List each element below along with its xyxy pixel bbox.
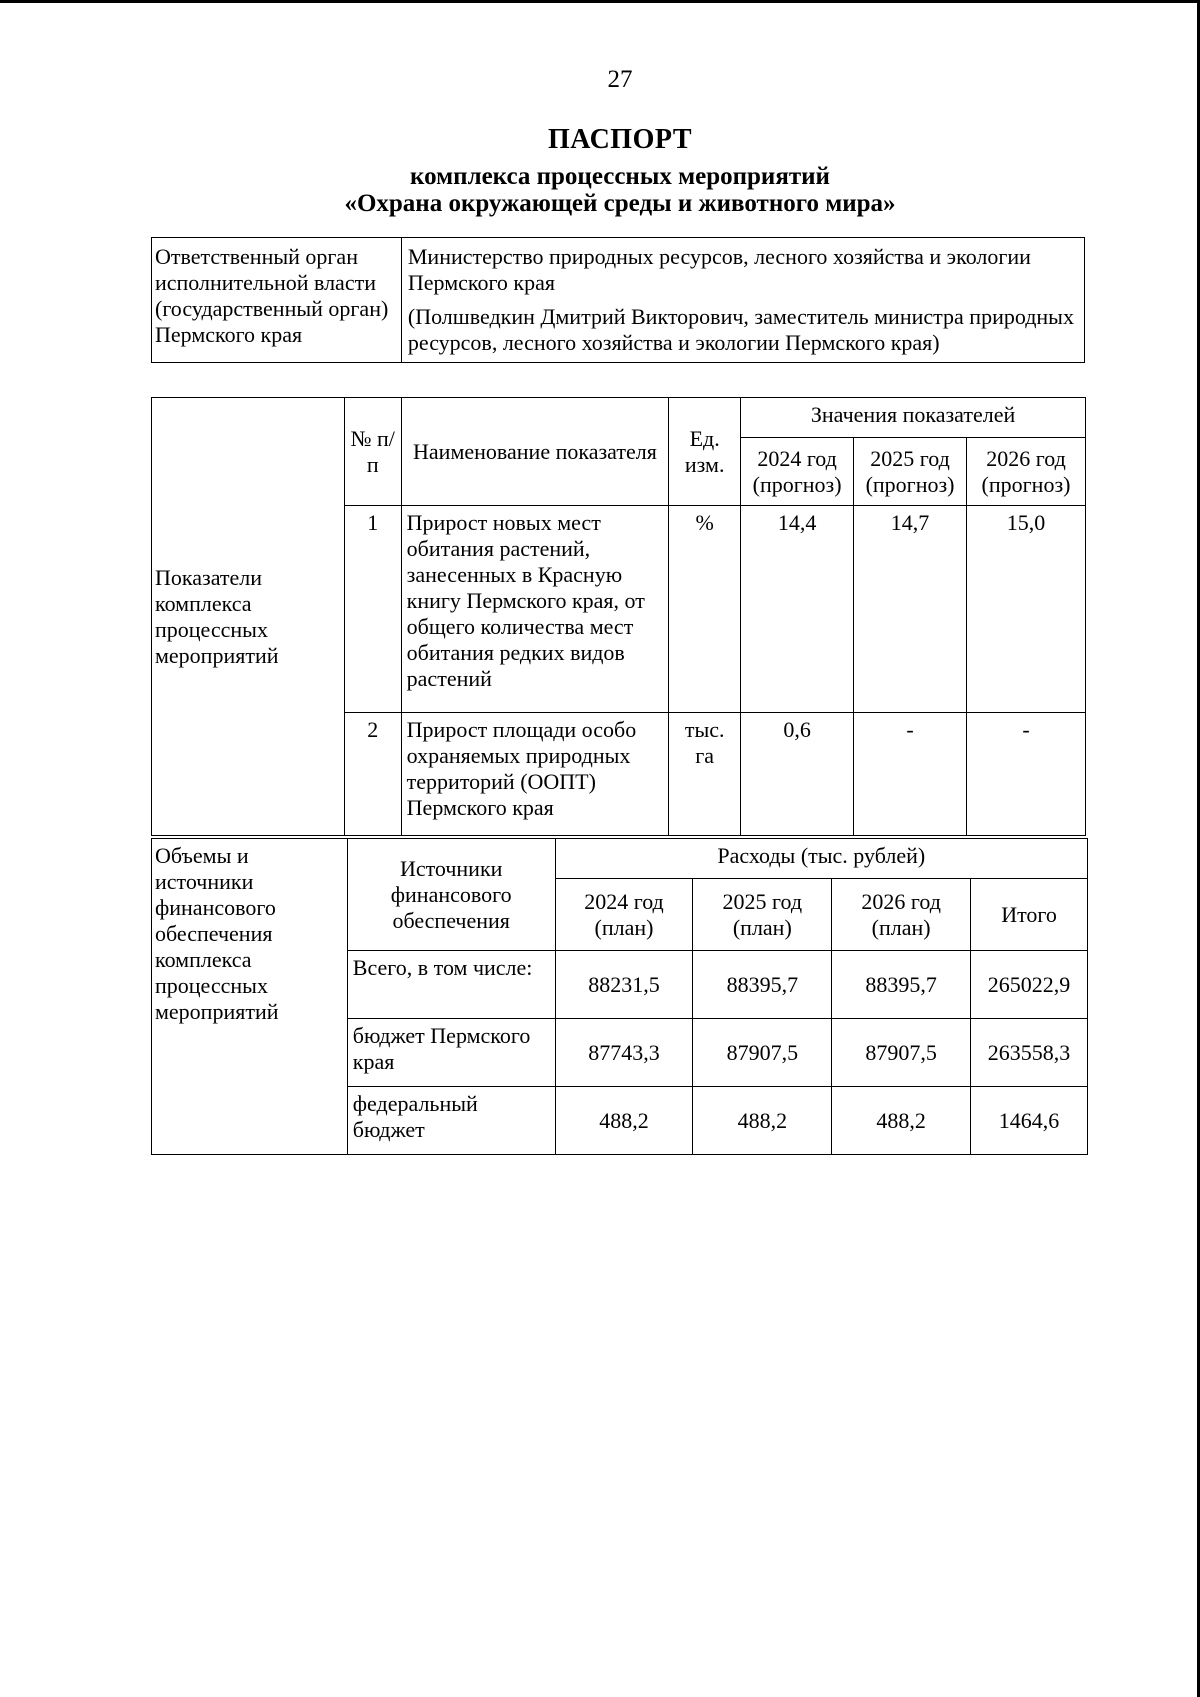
subtitle-line-1: комплекса процессных мероприятий	[410, 163, 830, 190]
financing-label: Объемы и источники финансового обеспечения комплекса процессных мероприятий	[152, 839, 348, 1155]
header-2026-forecast: 2026 год (прогноз)	[967, 438, 1086, 506]
header-2024-plan: 2024 год (план)	[555, 879, 693, 951]
indicators-label: Показатели комплекса процессных мероприятий	[152, 398, 345, 836]
financing-value-2026: 488,2	[832, 1087, 971, 1155]
financing-value-2025: 87907,5	[693, 1019, 832, 1087]
financing-value-2024: 488,2	[555, 1087, 693, 1155]
responsible-body-table	[151, 237, 1085, 363]
header-2025-forecast: 2025 год (прогноз)	[854, 438, 967, 506]
header-indicator-name: Наименование показателя	[401, 398, 669, 506]
scan-edge-top	[0, 0, 1200, 3]
financing-header-row-1	[152, 839, 1088, 879]
header-num: № п/п	[344, 398, 401, 506]
responsible-org: Министерство природных ресурсов, лесного хозяйства и экологии Пермского края	[407, 244, 1031, 295]
header-expenses: Расходы (тыс. рублей)	[555, 839, 1087, 879]
indicator-name: Прирост площади особо охраняемых природных территорий (ООПТ) Пермского края	[401, 713, 669, 836]
header-indicator-values: Значения показателей	[741, 398, 1086, 438]
header-2024-forecast: 2024 год (прогноз)	[741, 438, 854, 506]
document-subtitle	[0, 163, 1200, 217]
responsible-person: (Полшведкин Дмитрий Викторович, заместитель министра природных ресурсов, лесного хозяйства и экологии Пермского края)	[407, 304, 1074, 355]
financing-source: федеральный бюджет	[347, 1087, 555, 1155]
indicators-header-row-1	[152, 398, 1086, 438]
indicator-value-2024: 0,6	[741, 713, 854, 836]
header-2025-plan: 2025 год (план)	[693, 879, 832, 951]
document-title: ПАСПОРТ	[547, 124, 692, 155]
financing-value-2025: 488,2	[693, 1087, 832, 1155]
indicator-value-2024: 14,4	[741, 506, 854, 713]
subtitle-line-2: «Охрана окружающей среды и животного мира»	[344, 190, 896, 217]
indicator-value-2026: 15,0	[967, 506, 1086, 713]
indicator-value-2025: 14,7	[854, 506, 967, 713]
financing-value-2026: 88395,7	[832, 951, 971, 1019]
header-total: Итого	[971, 879, 1088, 951]
header-sources: Источники финансового обеспечения	[347, 839, 555, 951]
financing-value-total: 263558,3	[971, 1019, 1088, 1087]
financing-value-total: 1464,6	[971, 1087, 1088, 1155]
indicator-unit: %	[669, 506, 741, 713]
indicator-name: Прирост новых мест обитания растений, занесенных в Красную книгу Пермского края, от общего количества мест обитания редких видов растений	[401, 506, 669, 713]
financing-source: Всего, в том числе:	[347, 951, 555, 1019]
financing-value-2025: 88395,7	[693, 951, 832, 1019]
responsible-value	[401, 238, 1084, 363]
indicators-table	[151, 397, 1086, 836]
financing-source: бюджет Пермского края	[347, 1019, 555, 1087]
financing-value-total: 265022,9	[971, 951, 1088, 1019]
financing-value-2024: 88231,5	[555, 951, 693, 1019]
financing-value-2024: 87743,3	[555, 1019, 693, 1087]
responsible-row	[152, 238, 1085, 363]
header-unit: Ед. изм.	[669, 398, 741, 506]
indicator-unit: тыс. га	[669, 713, 741, 836]
responsible-label: Ответственный орган исполнительной власти (государственный орган) Пермского края	[152, 238, 402, 363]
header-2026-plan: 2026 год (план)	[832, 879, 971, 951]
page-number: 27	[607, 66, 633, 93]
indicator-value-2026: -	[967, 713, 1086, 836]
indicator-value-2025: -	[854, 713, 967, 836]
indicator-num: 1	[344, 506, 401, 713]
indicator-num: 2	[344, 713, 401, 836]
financing-table	[151, 838, 1088, 1155]
financing-value-2026: 87907,5	[832, 1019, 971, 1087]
